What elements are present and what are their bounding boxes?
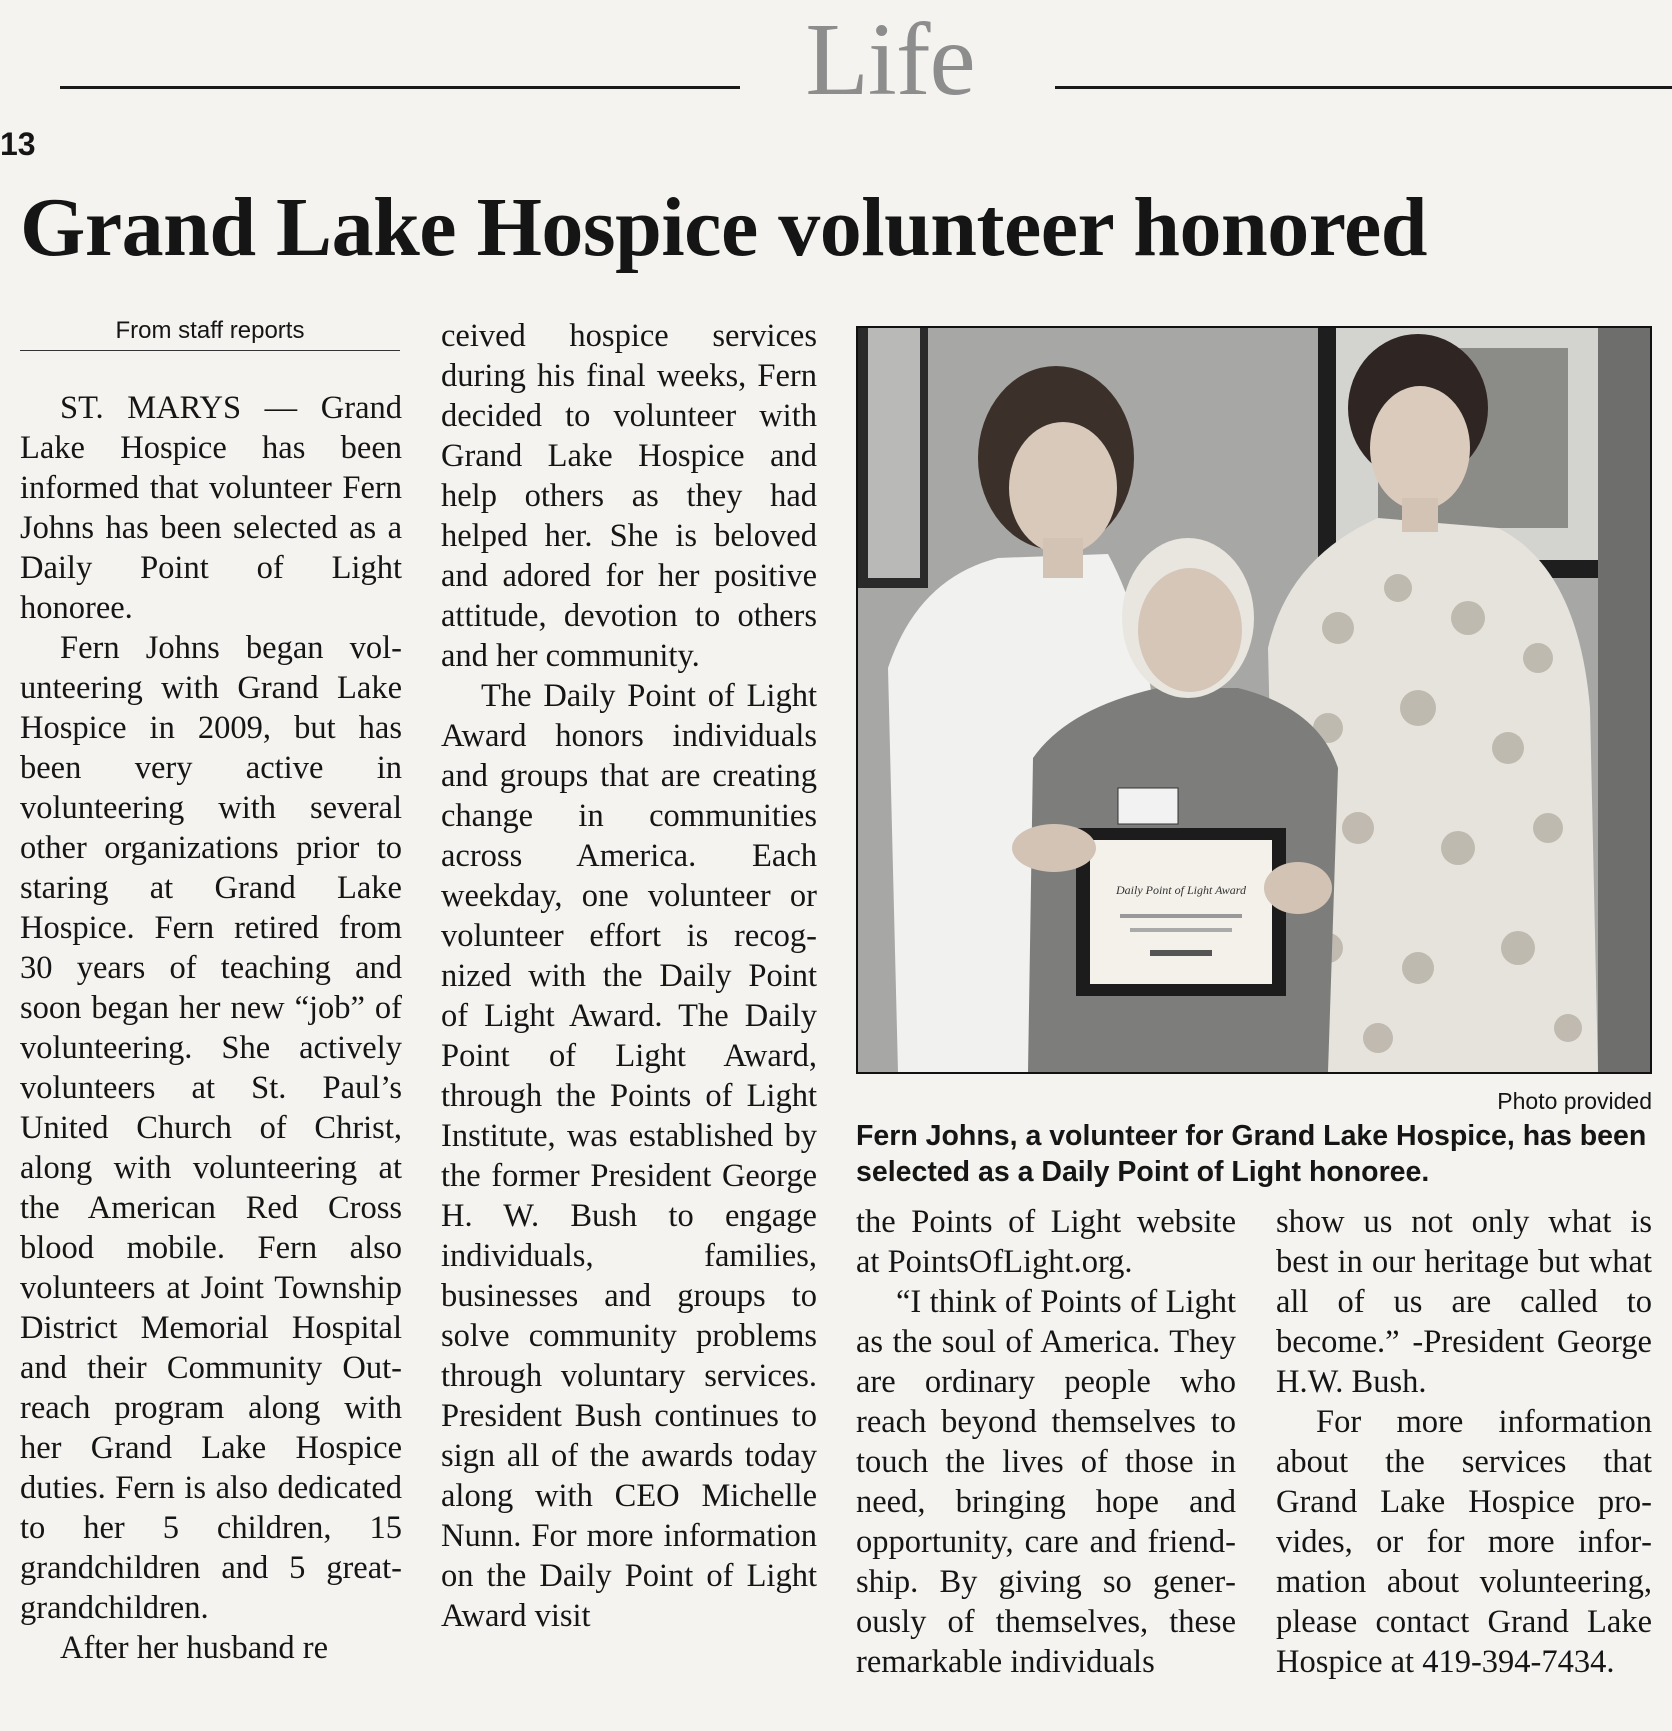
certificate-text: Daily Point of Light Award: [1115, 883, 1247, 897]
paragraph-3-continued: ceived hospice services during his final weeks, Fern decided to volunteer with Grand Lake Hospice and help others as they had helped her. She is beloved and adored for her positive attitude, devotion to others and her community.: [441, 318, 817, 674]
masthead-rule-left: [60, 86, 740, 89]
photo: [856, 326, 1652, 1074]
section-title: Life: [805, 2, 975, 117]
byline: From staff reports: [20, 318, 400, 351]
paragraph-4: The Daily Point of Light Award honors individuals and groups that are creating change in communities across America. Each weekday, one volunteer or volunteer effort is recognized with the Daily Point of Light Award. The Daily Point of Light Award, through the Points of Light Institute, was established by the former President George H. W. Bush to engage individuals, families, businesses and groups to solve community problems through voluntary services. President Bush continues to sign all of the awards today along with CEO Michelle Nunn. For more information on the Daily Point of Light Award visit: [441, 678, 817, 1634]
article-column-2: [441, 316, 817, 1636]
paragraph-4-continued: the Points of Light website at PointsOfLight.org.: [856, 1204, 1236, 1280]
paragraph-6: For more information about the services that Grand Lake Hospice provides, or for more information about volunteering, please contact Grand Lake Hospice at 419-394-7434.: [1276, 1404, 1652, 1680]
photo-caption: Fern Johns, a volunteer for Grand Lake Hospice, has been selected as a Daily Point of Light honoree.: [856, 1120, 1647, 1188]
article-column-3: [856, 1202, 1236, 1682]
paragraph-5-continued: show us not only what is best in our heritage but what all of us are called to become.” -President George H.W. Bush.: [1276, 1204, 1652, 1400]
award-certificate: [1076, 828, 1286, 996]
paragraph-1: ST. MARYS — Grand Lake Hospice has been informed that volunteer Fern Johns has been selected as a Daily Point of Light honoree.: [20, 390, 402, 626]
paragraph-3-start: After her husband re: [60, 1630, 329, 1666]
article-column-4: [1276, 1202, 1652, 1682]
page-number: 13: [0, 126, 36, 162]
headline: Grand Lake Hospice volunteer honored: [20, 181, 1428, 274]
article-column-1: [20, 388, 402, 1668]
masthead-rule-right: [1055, 86, 1672, 89]
photo-credit: Photo provided: [1497, 1088, 1652, 1114]
paragraph-2: Fern Johns began volunteering with Grand Lake Hospice in 2009, but has been very active in volunteering with several other organizations prior to staring at Grand Lake Hospice. Fern retired from 30 years of teaching and soon began her new “job” of volunteering. She actively volunteers at St. Paul’s United Church of Christ, along with volunteering at the American Red Cross blood mobile. Fern also volunteers at Joint Township District Memorial Hospital and their Community Outreach program along with her Grand Lake Hospice duties. Fern is also dedicated to her 5 children, 15 grandchildren and 5 great-grandchildren.: [20, 630, 402, 1626]
paragraph-5: “I think of Points of Light as the soul of America. They are ordinary people who reach beyond themselves to touch the lives of those in need, bringing hope and opportunity, care and friendship. By giving so generously of themselves, these remarkable individuals: [856, 1284, 1236, 1680]
